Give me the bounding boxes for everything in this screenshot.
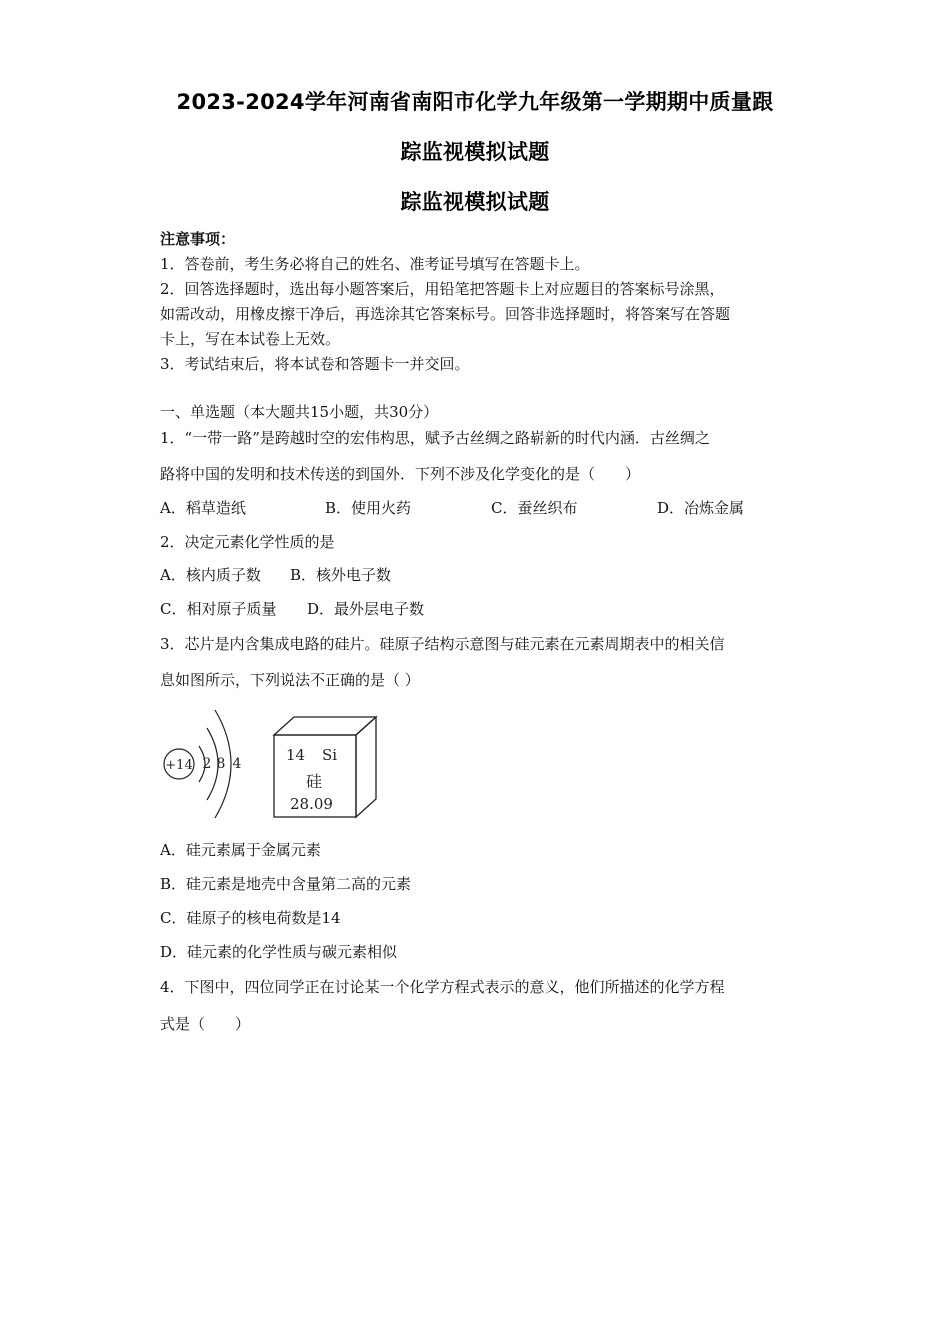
atomic-mass: 28.09 — [290, 795, 333, 813]
element-name: 硅 — [306, 772, 323, 791]
notice-item-3: 3．考试结束后，将本试卷和答题卡一并交回。 — [160, 355, 470, 373]
q2-stem: 2．决定元素化学性质的是 — [160, 533, 335, 551]
element-symbol: Si — [322, 746, 338, 764]
notice-item-2-line2: 如需改动，用橡皮擦干净后，再选涂其它答案标号。回答非选择题时，将答案写在答题 — [160, 305, 731, 323]
q1-stem-line1: 1．“一带一路”是跨越时空的宏伟构思，赋予古丝绸之路崭新的时代内涵．古丝绸之 — [160, 429, 710, 447]
q1-stem-line2: 路将中国的发明和技术传送的到国外．下列不涉及化学变化的是（ ） — [160, 465, 641, 483]
notice-item-2-line1: 2．回答选择题时，选出每小题答案后，用铅笔把答题卡上对应题目的答案标号涂黑， — [160, 280, 725, 298]
q1-option-c: C．蚕丝织布 — [491, 499, 578, 517]
notice-item-2-line3: 卡上，写在本试卷上无效。 — [160, 330, 341, 348]
q1-option-a: A．稻草造纸 — [160, 499, 246, 517]
q4-stem-line1: 4．下图中，四位同学正在讨论某一个化学方程式表示的意义，他们所描述的化学方程 — [160, 978, 725, 996]
q1-option-b: B．使用火药 — [325, 499, 412, 517]
exam-title-line3: 踪监视模拟试题 — [400, 190, 550, 214]
q2-option-b: B．核外电子数 — [290, 566, 392, 584]
exam-title-line1: 2023-2024学年河南省南阳市化学九年级第一学期期中质量跟 — [176, 90, 774, 114]
atom-structure-diagram — [155, 700, 255, 820]
section-heading: 一、单选题（本大题共15小题，共30分） — [160, 403, 439, 421]
q3-option-c: C．硅原子的核电荷数是14 — [160, 909, 341, 927]
q4-stem-line2: 式是（ ） — [160, 1015, 251, 1033]
shell-1-electrons: 2 — [202, 756, 212, 772]
atomic-number: 14 — [286, 746, 306, 764]
q3-option-d: D．硅元素的化学性质与碳元素相似 — [160, 943, 398, 961]
notice-item-1: 1．答卷前，考生务必将自己的姓名、准考证号填写在答题卡上。 — [160, 255, 590, 273]
shell-2-electrons: 8 — [216, 756, 226, 772]
periodic-table-cell — [270, 713, 382, 821]
shell-3-electrons: 4 — [232, 756, 242, 772]
q2-option-d: D．最外层电子数 — [307, 600, 425, 618]
q3-option-a: A．硅元素属于金属元素 — [160, 841, 321, 859]
notice-heading: 注意事项： — [160, 230, 236, 248]
q3-stem-line2: 息如图所示，下列说法不正确的是（ ） — [160, 671, 420, 689]
q3-stem-line1: 3．芯片是内含集成电路的硅片。硅原子结构示意图与硅元素在元素周期表中的相关信 — [160, 635, 725, 653]
exam-title-line2: 踪监视模拟试题 — [400, 140, 550, 164]
q1-option-d: D．冶炼金属 — [657, 499, 745, 517]
nucleus-charge: +14 — [165, 758, 193, 773]
cell-top-face — [274, 717, 376, 735]
q3-option-b: B．硅元素是地壳中含量第二高的元素 — [160, 875, 412, 893]
q2-option-a: A．核内质子数 — [160, 566, 261, 584]
cell-side-face — [356, 717, 376, 817]
q2-option-c: C．相对原子质量 — [160, 600, 277, 618]
